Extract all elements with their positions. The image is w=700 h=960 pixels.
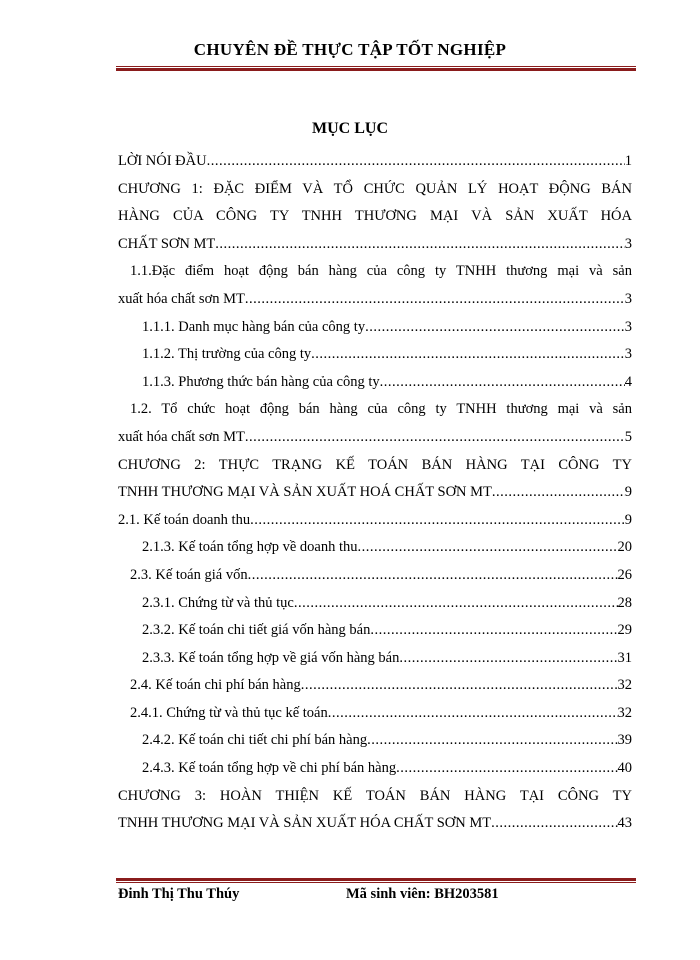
toc-title: MỤC LỤC bbox=[312, 120, 388, 137]
toc-entry-loi-noi-dau[interactable]: LỜI NÓI ĐẦU ..... 1 bbox=[118, 148, 632, 176]
toc-entry-2-4-2[interactable]: 2.4.2. Kế toán chi tiết chi phí bán hàng ..... 39 bbox=[118, 727, 632, 755]
toc-entry-chuong-1-line-3[interactable]: CHẤT SƠN MT ..... 3 bbox=[118, 231, 632, 259]
toc-entry-1-1-1[interactable]: 1.1.1. Danh mục hàng bán của công ty ..... 3 bbox=[118, 314, 632, 342]
toc-entry-2-4-3[interactable]: 2.4.3. Kế toán tổng hợp về chi phí bán hàng ..... 40 bbox=[118, 755, 632, 783]
toc-entry-chuong-3-line-1[interactable]: CHƯƠNG 3: HOÀN THIỆN KẾ TOÁN BÁN HÀNG TẠI CÔNG TY bbox=[118, 787, 632, 804]
table-of-contents bbox=[118, 148, 632, 838]
toc-entry-2-3-1[interactable]: 2.3.1. Chứng từ và thủ tục ..... 28 bbox=[118, 590, 632, 618]
page-header-title: CHUYÊN ĐỀ THỰC TẬP TỐT NGHIỆP bbox=[193, 40, 507, 59]
student-id: Mã sinh viên: BH203581 bbox=[346, 886, 499, 902]
toc-entry-2-3-2[interactable]: 2.3.2. Kế toán chi tiết giá vốn hàng bán ..... 29 bbox=[118, 617, 632, 645]
header-rule bbox=[116, 66, 636, 71]
toc-entry-1-2-line-1[interactable]: 1.2. Tổ chức hoạt động bán hàng của công ty TNHH thương mại và sản bbox=[130, 401, 632, 418]
toc-entry-2-3[interactable]: 2.3. Kế toán giá vốn ..... 26 bbox=[118, 562, 632, 590]
toc-entry-1-2-line-2[interactable]: xuất hóa chất sơn MT ..... 5 bbox=[118, 424, 632, 452]
toc-entry-chuong-3-line-2[interactable]: TNHH THƯƠNG MẠI VÀ SẢN XUẤT HÓA CHẤT SƠN MT ..... 43 bbox=[118, 810, 632, 838]
toc-entry-2-3-3[interactable]: 2.3.3. Kế toán tổng hợp về giá vốn hàng bán ..... 31 bbox=[118, 645, 632, 673]
toc-entry-2-1-3[interactable]: 2.1.3. Kế toán tổng hợp về doanh thu ..... 20 bbox=[118, 534, 632, 562]
footer-rule bbox=[116, 878, 636, 883]
toc-entry-chuong-2-line-1[interactable]: CHƯƠNG 2: THỰC TRẠNG KẾ TOÁN BÁN HÀNG TẠI CÔNG TY bbox=[118, 456, 632, 473]
toc-entry-chuong-1-line-2[interactable]: HÀNG CỦA CÔNG TY TNHH THƯƠNG MẠI VÀ SẢN XUẤT HÓA bbox=[118, 208, 632, 225]
toc-entry-1-1-3[interactable]: 1.1.3. Phương thức bán hàng của công ty ..... 4 bbox=[118, 369, 632, 397]
toc-entry-2-1[interactable]: 2.1. Kế toán doanh thu ..... 9 bbox=[118, 507, 632, 535]
toc-entry-1-1-line-2[interactable]: xuất hóa chất sơn MT ..... 3 bbox=[118, 286, 632, 314]
toc-entry-1-1-line-1[interactable]: 1.1.Đặc điểm hoạt động bán hàng của công ty TNHH thương mại và sản bbox=[130, 263, 632, 280]
toc-entry-chuong-2-line-2[interactable]: TNHH THƯƠNG MẠI VÀ SẢN XUẤT HOÁ CHẤT SƠN MT ..... 9 bbox=[118, 479, 632, 507]
toc-entry-1-1-2[interactable]: 1.1.2. Thị trường của công ty ..... 3 bbox=[118, 341, 632, 369]
toc-entry-chuong-1-line-1[interactable]: CHƯƠNG 1: ĐẶC ĐIỂM VÀ TỔ CHỨC QUẢN LÝ HOẠT ĐỘNG BÁN bbox=[118, 180, 632, 197]
author-name: Đinh Thị Thu Thúy bbox=[118, 886, 240, 902]
toc-entry-2-4-1[interactable]: 2.4.1. Chứng từ và thủ tục kế toán ..... 32 bbox=[118, 700, 632, 728]
toc-entry-2-4[interactable]: 2.4. Kế toán chi phí bán hàng ..... 32 bbox=[118, 672, 632, 700]
